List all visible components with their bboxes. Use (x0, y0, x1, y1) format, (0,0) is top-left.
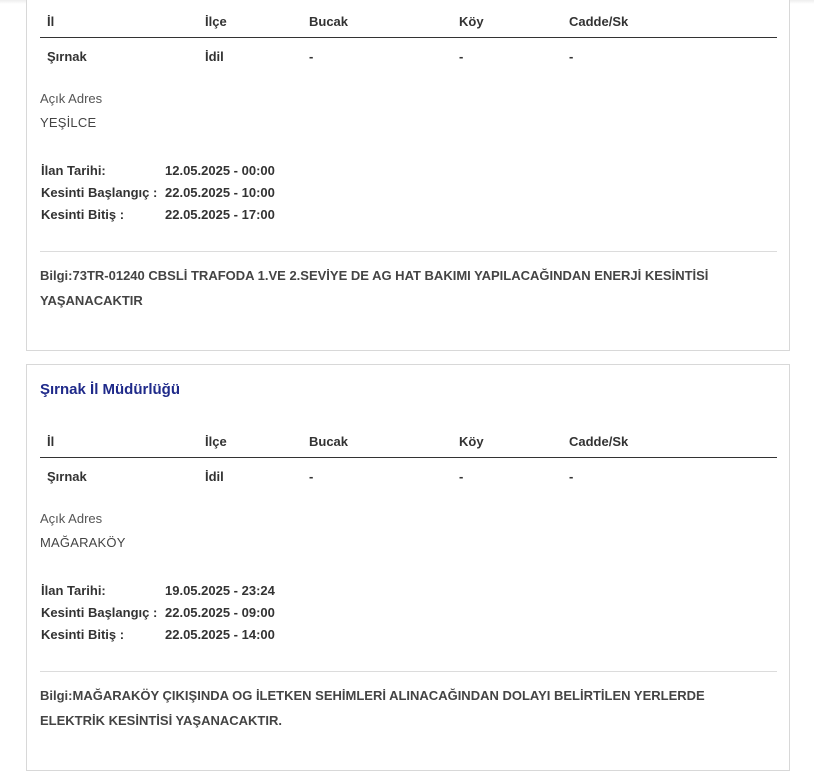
cell-cadde: - (569, 49, 574, 64)
header-ilce: İlçe (205, 14, 227, 29)
start-label: Kesinti Başlangıç : (41, 185, 158, 200)
cell-koy: - (459, 469, 464, 484)
outage-card (26, 0, 790, 351)
header-ilce: İlçe (205, 434, 227, 449)
start-label: Kesinti Başlangıç : (41, 605, 158, 620)
cell-il: Şırnak (47, 469, 87, 484)
address-value: YEŞİLCE (40, 115, 97, 130)
announced-label: İlan Tarihi: (41, 163, 106, 178)
cell-bucak: - (309, 49, 314, 64)
divider (40, 671, 777, 672)
cell-il: Şırnak (47, 49, 87, 64)
announced-value: 12.05.2025 - 00:00 (165, 163, 275, 178)
end-value: 22.05.2025 - 17:00 (165, 207, 275, 222)
header-koy: Köy (459, 434, 484, 449)
address-label: Açık Adres (40, 511, 103, 526)
announced-value: 19.05.2025 - 23:24 (165, 583, 275, 598)
card-title: Şırnak İl Müdürlüğü (40, 381, 181, 398)
cell-ilce: İdil (205, 469, 224, 484)
outage-card (26, 364, 790, 771)
header-il: İl (47, 434, 55, 449)
cell-cadde: - (569, 469, 574, 484)
table-header (40, 427, 777, 458)
start-value: 22.05.2025 - 10:00 (165, 185, 275, 200)
header-il: İl (47, 14, 55, 29)
header-koy: Köy (459, 14, 484, 29)
info-text: Bilgi:73TR-01240 CBSLİ TRAFODA 1.VE 2.SEVİYE DE AG HAT BAKIMI YAPILACAĞINDAN ENERJİ KESİNTİSİ YAŞANACAKTIR (40, 268, 709, 308)
address-value: MAĞARAKÖY (40, 535, 126, 550)
info-text: Bilgi:MAĞARAKÖY ÇIKIŞINDA OG İLETKEN SEHİMLERİ ALINACAĞINDAN DOLAYI BELİRTİLEN YERLERDE ELEKTRİK KESİNTİSİ YAŞANACAKTIR. (40, 688, 705, 728)
end-label: Kesinti Bitiş : (41, 627, 125, 642)
address-label: Açık Adres (40, 91, 103, 106)
end-label: Kesinti Bitiş : (41, 207, 125, 222)
announced-label: İlan Tarihi: (41, 583, 106, 598)
table-header (40, 7, 777, 38)
header-bucak: Bucak (309, 14, 349, 29)
header-bucak: Bucak (309, 434, 349, 449)
start-value: 22.05.2025 - 09:00 (165, 605, 275, 620)
cell-ilce: İdil (205, 49, 224, 64)
table-row (40, 42, 777, 72)
end-value: 22.05.2025 - 14:00 (165, 627, 275, 642)
cell-koy: - (459, 49, 464, 64)
divider (40, 251, 777, 252)
table-row (40, 462, 777, 492)
header-cadde: Cadde/Sk (569, 434, 629, 449)
cell-bucak: - (309, 469, 314, 484)
header-cadde: Cadde/Sk (569, 14, 629, 29)
